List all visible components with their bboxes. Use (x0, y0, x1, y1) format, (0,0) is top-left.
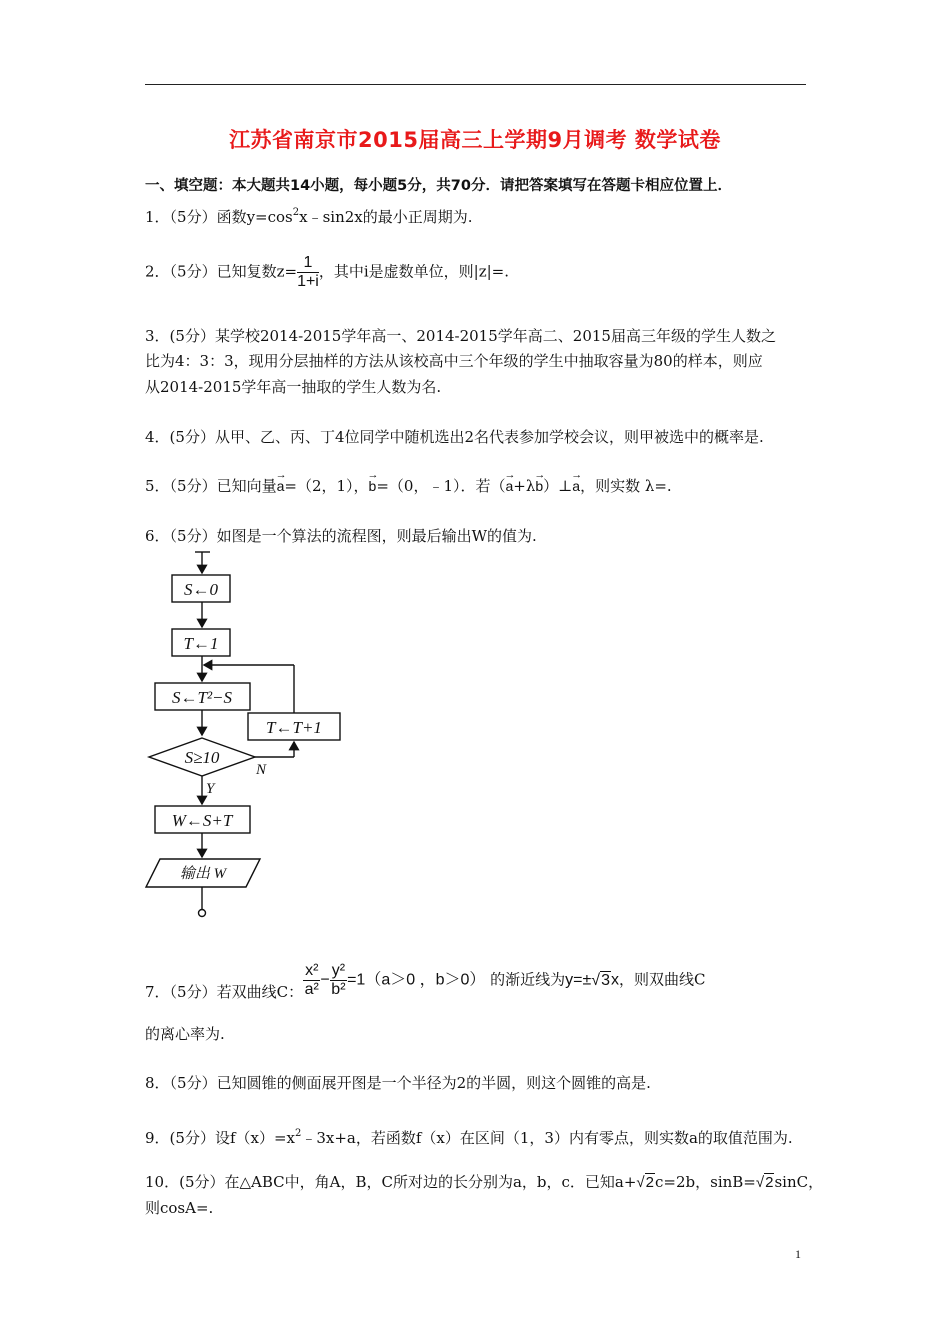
flow-no-label: N (256, 762, 267, 778)
question-3-line-2: 比为4：3：3，现用分层抽样的方法从该校高中三个年级的学生中抽取容量为80的样本，则应 (145, 352, 763, 370)
question-3-line-3: 从2014-2015学年高一抽取的学生人数为名. (145, 378, 442, 396)
section-heading: 一、填空题：本大题共14小题，每小题5分，共70分．请把答案填写在答题卡相应位置上． (145, 178, 732, 194)
end-terminal (199, 910, 206, 917)
question-10: 10．(5分）在△ABC中，角A，B，C所对边的长分别为a，b，c．已知a+√2c=2b，sinB=√2sinC， (145, 1173, 824, 1191)
vector-a: → a (277, 476, 285, 496)
question-3-line-1: 3．(5分）某学校2014-2015学年高一、2014-2015学年高二、2015届高三年级的学生人数之 (145, 327, 776, 345)
flow-box-2-text: T←1 (183, 634, 219, 653)
question-6: 6．（5分）如图是一个算法的流程图，则最后输出W的值为. (145, 527, 537, 545)
fraction: $\frac{1}{1+i}$ (297, 254, 319, 290)
sqrt-2: √2 (755, 1174, 774, 1191)
question-7-line-2: 的离心率为. (145, 1025, 225, 1043)
sqrt-2: √2 (636, 1174, 654, 1191)
fraction-y: $\frac{\text{y²}}{\text{b²}}$ (331, 962, 346, 998)
question-2: 2．（5分）已知复数z= $\frac{1}{1+i}$ ，其中i是虚数单位，则|z|=. (145, 254, 510, 290)
flow-output-text: 输出 W (179, 866, 227, 882)
flow-box-5-text: W←S+T (171, 811, 233, 830)
vector-b: → b (535, 476, 543, 496)
question-1: 1．（5分）函数$y=\cos^2x﹣\sin 2x$的最小正周期为. (145, 207, 473, 226)
question-8: 8．（5分）已知圆锥的侧面展开图是一个半径为2的半圆，则这个圆锥的高是. (145, 1074, 651, 1092)
question-10-line-2: 则cosA=. (145, 1199, 214, 1217)
question-7: 7．（5分）若双曲线C： $\frac{\text{x²}}{\text{a²}}$ − $\frac{\text{y²}}{\text{b²}}$ =1（a＞0 ，b＞0） 的渐近线为y=±√3x，则双曲线C (145, 962, 706, 1001)
question-4: 4．(5分）从甲、乙、丙、丁4位同学中随机选出2名代表参加学校会议，则甲被选中的概率是. (145, 428, 764, 446)
flow-yes-label: Y (206, 781, 215, 797)
page-title: 江苏省南京市2015届高三上学期9月调考 数学试卷 (229, 128, 721, 152)
vector-b: → b (369, 476, 377, 496)
flow-box-3-text: S←T²−S (171, 688, 233, 707)
header-rule (145, 84, 806, 85)
flow-box-1-text: S←0 (184, 580, 218, 599)
question-5: 5．（5分）已知向量→ a=（2，1），→ b=（0，﹣1）．若（→ a+λ→ b）⊥→ a，则实数 λ=. (145, 476, 672, 496)
page-number: 1 (795, 1247, 801, 1261)
vector-a: → a (506, 476, 514, 496)
flow-box-4-text: T←T+1 (266, 718, 322, 737)
flowchart (140, 545, 360, 925)
flow-condition-text: S≥10 (184, 748, 220, 767)
vector-a: → a (572, 476, 580, 496)
fraction-x: $\frac{\text{x²}}{\text{a²}}$ (304, 962, 319, 998)
sqrt-3: √3 (591, 971, 610, 989)
question-9: 9．(5分）设$f(x)=x^2﹣3x+a$，若函数f（x）在区间（1，3）内有零点，则实数a的取值范围为. (145, 1128, 793, 1147)
